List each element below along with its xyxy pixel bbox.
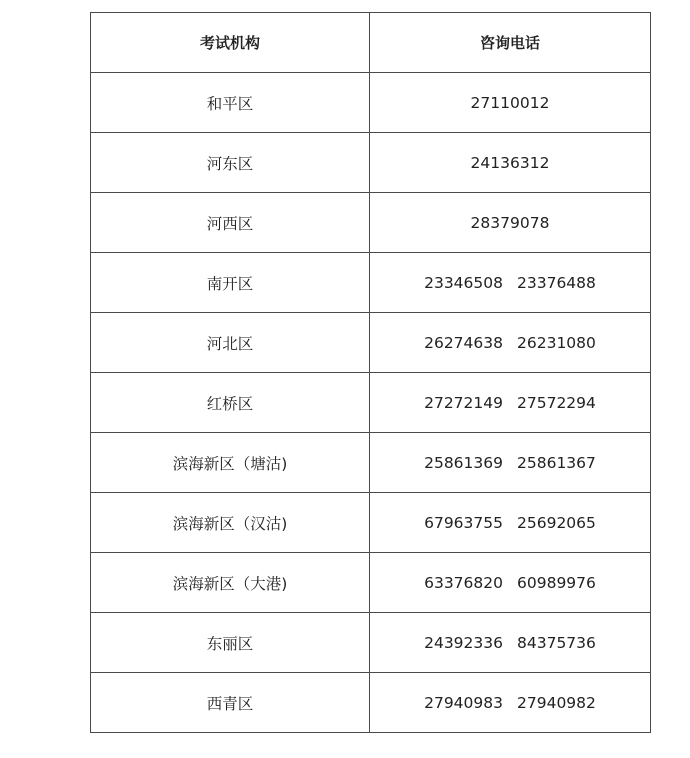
table-row (91, 493, 651, 553)
table-row (91, 73, 651, 133)
table-row (91, 133, 651, 193)
phone-cell (370, 373, 651, 433)
phone-cell (370, 613, 651, 673)
org-cell: 河北区 (91, 313, 370, 373)
org-cell: 东丽区 (91, 613, 370, 673)
table-row (91, 373, 651, 433)
phone-cell (370, 193, 651, 253)
phone-number: 25861367 (517, 453, 596, 472)
phone-number: 28379078 (470, 213, 550, 232)
phone-number: 27572294 (517, 393, 596, 412)
phone-number: 27940982 (517, 693, 596, 712)
phone-cell (370, 313, 651, 373)
org-cell: 河东区 (91, 133, 370, 193)
phone-number: 26231080 (517, 333, 596, 352)
phone-cell (370, 133, 651, 193)
phone-number: 63376820 (424, 573, 503, 592)
table-row (91, 313, 651, 373)
phone-number: 84375736 (517, 633, 596, 652)
org-cell: 滨海新区（汉沽) (91, 493, 370, 553)
org-cell: 滨海新区（大港) (91, 553, 370, 613)
phone-number: 27110012 (470, 93, 550, 112)
phone-cell (370, 553, 651, 613)
table-row (91, 553, 651, 613)
table-header (91, 13, 651, 73)
phone-number: 67963755 (424, 513, 503, 532)
table-row (91, 673, 651, 733)
phone-number: 24136312 (470, 153, 550, 172)
table-row (91, 193, 651, 253)
org-cell: 河西区 (91, 193, 370, 253)
phone-number: 27272149 (424, 393, 503, 412)
header-row (91, 13, 651, 73)
phone-number: 23346508 (424, 273, 503, 292)
phone-cell (370, 253, 651, 313)
org-cell: 滨海新区（塘沽) (91, 433, 370, 493)
table-row (91, 613, 651, 673)
header-org: 考试机构 (91, 13, 370, 73)
phone-cell (370, 433, 651, 493)
phone-number: 26274638 (424, 333, 503, 352)
table-body (91, 73, 651, 733)
phone-number: 23376488 (517, 273, 596, 292)
phone-number: 25692065 (517, 513, 596, 532)
header-phone: 咨询电话 (370, 13, 651, 73)
phone-cell (370, 673, 651, 733)
phone-number: 60989976 (517, 573, 596, 592)
phone-number: 27940983 (424, 693, 503, 712)
table-row (91, 433, 651, 493)
phone-number: 25861369 (424, 453, 503, 472)
phone-cell (370, 493, 651, 553)
phone-cell (370, 73, 651, 133)
org-cell: 南开区 (91, 253, 370, 313)
table-row (91, 253, 651, 313)
exam-contact-table (90, 12, 651, 733)
org-cell: 和平区 (91, 73, 370, 133)
phone-number: 24392336 (424, 633, 503, 652)
org-cell: 西青区 (91, 673, 370, 733)
org-cell: 红桥区 (91, 373, 370, 433)
